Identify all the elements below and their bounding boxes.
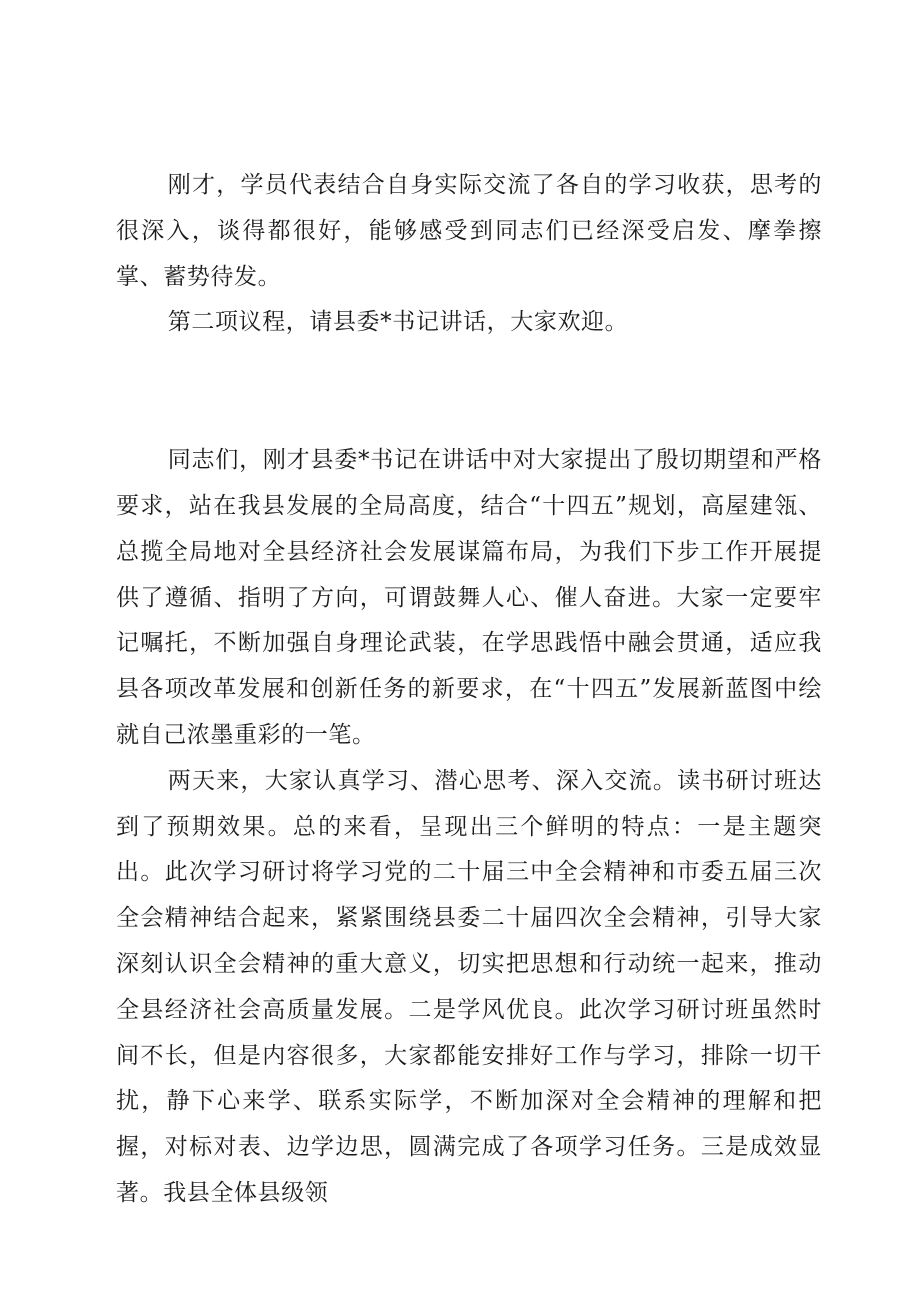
paragraph-study-results: 两天来，大家认真学习、潜心思考、深入交流。读书研讨班达到了预期效果。总的来看，呈现出三个鲜明的特点：一是主题突出。此次学习研讨将学习党的二十届三中全会精神和市委五届三次全会精神结合起来，紧紧围绕县委二十届四次全会精神，引导大家深刻认识全会精神的重大意义，切实把思想和行动统一起来，推动全县经济社会高质量发展。二是学风优良。此次学习研讨班虽然时间不长，但是内容很多，大家都能安排好工作与学习，排除一切干扰，静下心来学、联系实际学，不断加深对全会精神的理解和把握，对标对表、边学边思，圆满完成了各项学习任务。三是成效显著。我县全体县级领 bbox=[116, 767, 822, 1206]
paragraph-secretary-speech-summary: 同志们，刚才县委*书记在讲话中对大家提出了殷切期望和严格要求，站在我县发展的全局高度，结合“十四五”规划，高屋建瓴、总揽全局地对全县经济社会发展谋篇布局，为我们下步工作开展提供了遵循、指明了方向，可谓鼓舞人心、催人奋进。大家一定要牢记嘱托，不断加强自身理论武装，在学思践悟中融会贯通，适应我县各项改革发展和创新任务的新要求，在“十四五”发展新蓝图中绘就自己浓墨重彩的一笔。 bbox=[116, 447, 822, 748]
section-gap bbox=[116, 346, 822, 438]
paragraph-student-exchange: 刚才，学员代表结合自身实际交流了各自的学习收获，思考的很深入，谈得都很好，能够感受到同志们已经深受启发、摩拳擦掌、蓄势待发。 bbox=[116, 172, 822, 290]
document-body bbox=[116, 163, 822, 1217]
paragraph-agenda-item-two: 第二项议程，请县委*书记讲话，大家欢迎。 bbox=[167, 309, 629, 336]
